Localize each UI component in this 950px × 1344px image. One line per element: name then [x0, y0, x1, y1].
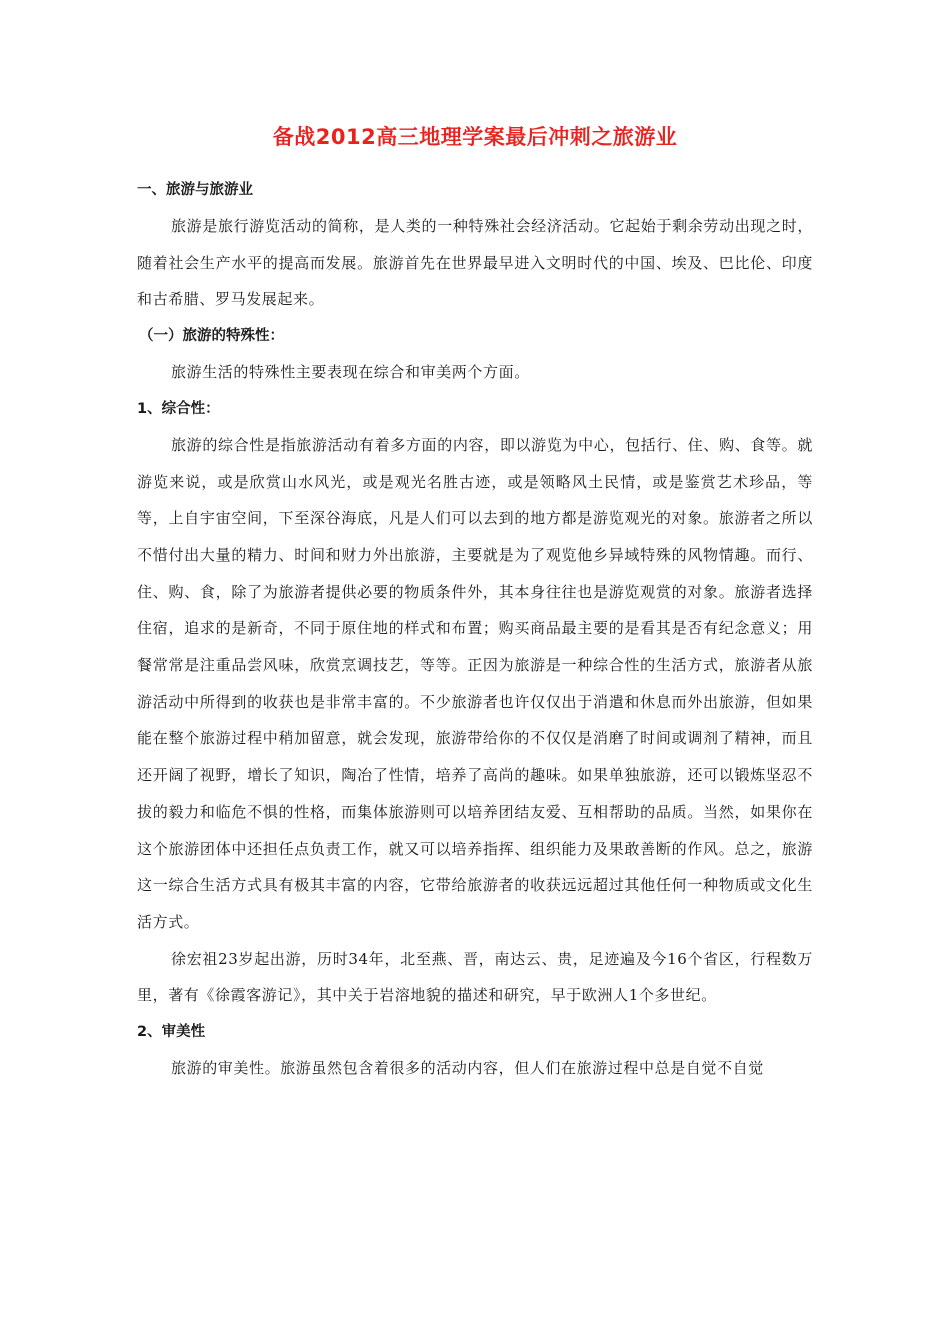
paragraph: 旅游是旅行游览活动的简称，是人类的一种特殊社会经济活动。它起始于剩余劳动出现之时，随着社会生产水平的提高而发展。旅游首先在世界最早进入文明时代的中国、埃及、巴比伦、印度和古希腊、罗马发展起来。	[137, 217, 813, 309]
subsection-heading: （一）旅游的特殊性：	[139, 328, 284, 345]
paragraph: 旅游的综合性是指旅游活动有着多方面的内容，即以游览为中心，包括行、住、购、食等。就游览来说，或是欣赏山水风光，或是观光名胜古迹，或是领略风土民情，或是鉴赏艺术珍品，等等，上自宇宙空间，下至深谷海底，凡是人们可以去到的地方都是游览观光的对象。旅游者之所以不惜付出大量的精力、时间和财力外出旅游，主要就是为了观览他乡异域特殊的风物情趣。而行、住、购、食，除了为旅游者提供必要的物质条件外，其本身往往也是游览观赏的对象。旅游者选择住宿，追求的是新奇，不同于原住地的样式和布置；购买商品最主要的是看其是否有纪念意义；用餐常常是注重品尝风味，欣赏烹调技艺，等等。正因为旅游是一种综合性的生活方式，旅游者从旅游活动中所得到的收获也是非常丰富的。不少旅游者也许仅仅出于消遣和休息而外出旅游，但如果能在整个旅游过程中稍加留意，就会发现，旅游带给你的不仅仅是消磨了时间或调剂了精神，而且还开阔了视野，增长了知识，陶冶了性情，培养了高尚的趣味。如果单独旅游，还可以锻炼坚忍不拔的毅力和临危不惧的性格，而集体旅游则可以培养团结友爱、互相帮助的品质。当然，如果你在这个旅游团体中还担任点负责工作，就又可以培养指挥、组织能力及果敢善断的作风。总之，旅游这一综合生活方式具有极其丰富的内容，它带给旅游者的收获远远超过其他任何一种物质或文化生活方式。	[137, 435, 813, 931]
paragraph: 徐宏祖23岁起出游，历时34年，北至燕、晋，南达云、贵，足迹遍及今16个省区，行程数万里，著有《徐霞客游记》，其中关于岩溶地貌的描述和研究，早于欧洲人1个多世纪。	[137, 949, 813, 1005]
point-heading: 1、综合性：	[137, 400, 220, 417]
paragraph: 旅游的审美性。旅游虽然包含着很多的活动内容，但人们在旅游过程中总是自觉不自觉	[171, 1059, 764, 1078]
section-heading: 一、旅游与旅游业	[137, 182, 253, 198]
document-title: 备战2012高三地理学案最后冲刺之旅游业	[272, 125, 678, 149]
document-body	[137, 172, 813, 1087]
paragraph: 旅游生活的特殊性主要表现在综合和审美两个方面。	[171, 363, 530, 382]
point-heading: 2、审美性	[137, 1024, 206, 1041]
